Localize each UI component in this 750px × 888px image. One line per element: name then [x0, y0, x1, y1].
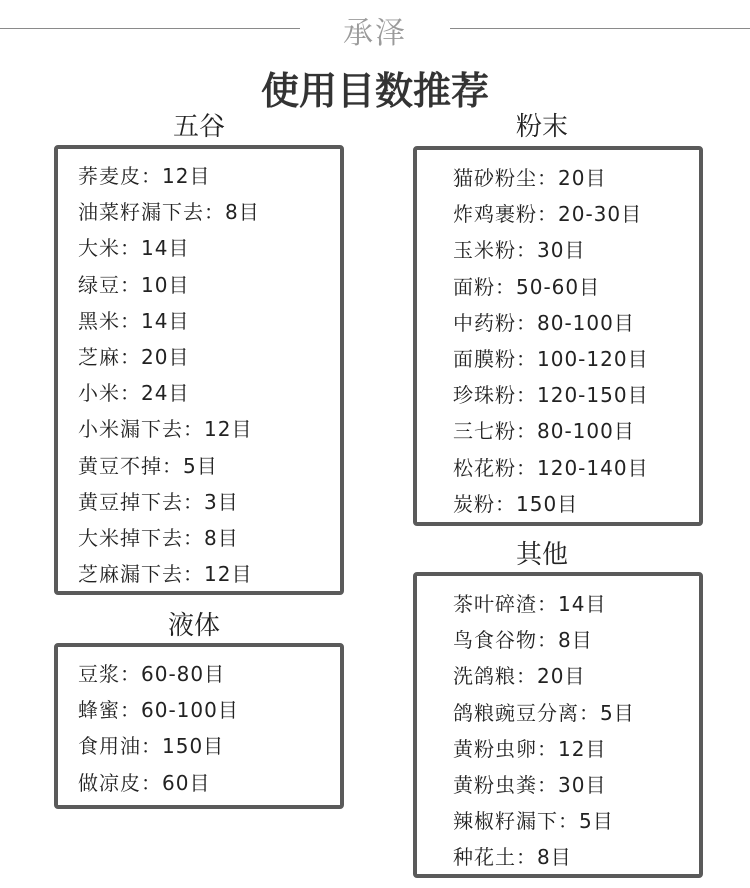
list-item: 黄豆不掉：5目 — [78, 453, 218, 478]
list-item: 中药粉：80-100目 — [453, 310, 635, 335]
brand-logo-text: 承泽 — [343, 16, 407, 51]
list-item: 炸鸡裹粉：20-30目 — [453, 202, 643, 227]
grains-list — [78, 158, 340, 592]
list-item: 种花土：8目 — [453, 845, 572, 870]
list-item: 辣椒籽漏下：5目 — [453, 809, 614, 834]
list-item: 蜂蜜：60-100目 — [78, 698, 239, 723]
list-item: 松花粉：120-140目 — [453, 455, 649, 480]
list-item: 茶叶碎渣：14目 — [453, 592, 607, 616]
list-item: 面膜粉：100-120目 — [453, 346, 649, 371]
list-item: 黄粉虫卵：12目 — [453, 736, 607, 761]
list-item: 豆浆：60-80目 — [78, 662, 226, 686]
list-item: 炭粉：150目 — [453, 491, 579, 516]
list-item: 食用油：150目 — [78, 734, 225, 759]
list-item: 三七粉：80-100目 — [453, 419, 635, 444]
list-item: 面粉：50-60目 — [453, 274, 601, 299]
list-item: 小米漏下去：12目 — [78, 417, 253, 442]
list-item: 油菜籽漏下去：8目 — [78, 200, 260, 225]
list-item: 做凉皮：60目 — [78, 770, 211, 795]
others-list — [453, 586, 699, 876]
list-item: 黄粉虫粪：30目 — [453, 772, 607, 797]
liquids-list — [78, 656, 340, 801]
list-item: 大米掉下去：8目 — [78, 525, 239, 550]
page-title: 使用目数推荐 — [260, 69, 489, 113]
list-item: 芝麻漏下去：12目 — [78, 562, 253, 587]
list-item: 荞麦皮：12目 — [78, 164, 211, 188]
list-item: 黄豆掉下去：3目 — [78, 489, 239, 514]
list-item: 鸟食谷物：8目 — [453, 628, 593, 653]
list-item: 鸽粮豌豆分离：5目 — [453, 700, 635, 725]
list-item: 大米：14目 — [78, 236, 190, 261]
powders-box — [413, 146, 703, 526]
list-item: 猫砂粉尘：20目 — [453, 166, 607, 190]
liquids-box — [54, 643, 344, 809]
list-item: 小米：24目 — [78, 381, 190, 406]
list-item: 绿豆：10目 — [78, 272, 190, 297]
section-title-liquids: 液体 — [167, 611, 220, 641]
list-item: 玉米粉：30目 — [453, 238, 586, 263]
grains-box — [54, 145, 344, 595]
list-item: 洗鸽粮：20目 — [453, 664, 586, 689]
header-rule-right — [450, 28, 750, 29]
section-title-powders: 粉末 — [515, 112, 568, 142]
header-rule-left — [0, 28, 300, 29]
list-item: 黑米：14目 — [78, 308, 190, 333]
section-title-others: 其他 — [515, 540, 568, 570]
list-item: 芝麻：20目 — [78, 344, 190, 369]
section-title-grains: 五谷 — [172, 112, 225, 142]
list-item: 珍珠粉：120-150目 — [453, 383, 649, 408]
others-box — [413, 572, 703, 878]
powders-list — [453, 160, 699, 522]
